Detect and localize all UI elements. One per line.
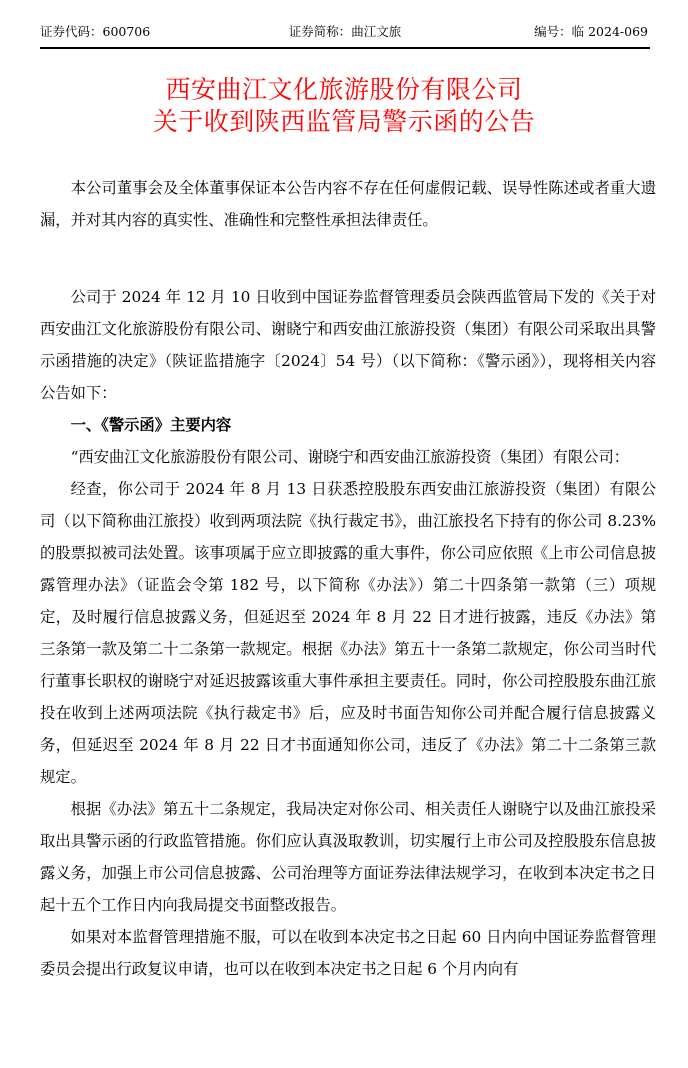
serial-number: 编号：临 2024-069: [534, 24, 648, 39]
disclaimer-text: 本公司董事会及全体董事保证本公告内容不存在任何虚假记载、误导性陈述或者重大遗漏，并对其内容的真实性、准确性和完整性承担法律责任。: [40, 179, 656, 229]
findings-paragraph: 经查，你公司于 2024 年 8 月 13 日获悉控股股东西安曲江旅游投资（集团）有限公司（以下简称曲江旅投）收到两项法院《执行裁定书》，曲江旅投名下持有的你公司 8.23%的股票拟被司法处置。该事项属于应立即披露的重大事件，你公司应依照《上市公司信息披露管理办法》（证监会令第 182 号，以下简称《办法》）第二十四条第一款第（三）项规定，及时履行信息披露义务，但延迟至 2024 年 8 月 22 日才进行披露，违反《办法》第三条第一款及第二十二条第一款规定。根据《办法》第五十一条第二款规定，你公司当时代行董事长职权的谢晓宁对延迟披露该重大事件承担主要责任。同时，你公司控股股东曲江旅投在收到上述两项法院《执行裁定书》后，应及时书面告知你公司并配合履行信息披露义务，但延迟至 2024 年 8 月 22 日才书面通知你公司，违反了《办法》第二十二条第三款规定。: [40, 480, 656, 786]
stock-code: 证券代码：600706: [40, 24, 151, 39]
section-heading: 一、《警示函》主要内容: [70, 416, 232, 434]
addressee-paragraph: “西安曲江文化旅游股份有限公司、谢晓宁和西安曲江旅游投资（集团）有限公司：: [70, 448, 630, 466]
stock-name: 证券简称：曲江文旅: [288, 24, 402, 39]
title-subject: 关于收到陕西监管局警示函的公告: [152, 107, 536, 136]
announcement-body: [40, 281, 656, 985]
intro-paragraph: 公司于 2024 年 12 月 10 日收到中国证券监督管理委员会陕西监管局下发的《关于对西安曲江文化旅游股份有限公司、谢晓宁和西安曲江旅游投资（集团）有限公司采取出具警示函措施的决定》（陕证监措施字〔2024〕54 号）（以下简称：《警示函》），现将相关内容公告如下：: [40, 288, 656, 402]
disclaimer-block: [40, 172, 656, 236]
document-header: [40, 0, 650, 49]
decision-paragraph: 根据《办法》第五十二条规定，我局决定对你公司、相关责任人谢晓宁以及曲江旅投采取出具警示函的行政监管措施。你们应认真汲取教训，切实履行上市公司及控股股东信息披露义务，加强上市公司信息披露、公司治理等方面证券法律法规学习，在收到本决定书之日起十五个工作日内向我局提交书面整改报告。: [40, 800, 656, 914]
title-company: 西安曲江文化旅游股份有限公司: [165, 75, 523, 104]
appeal-paragraph: 如果对本监督管理措施不服，可以在收到本决定书之日起 60 日内向中国证券监督管理委员会提出行政复议申请，也可以在收到本决定书之日起 6 个月内向有: [40, 928, 656, 978]
